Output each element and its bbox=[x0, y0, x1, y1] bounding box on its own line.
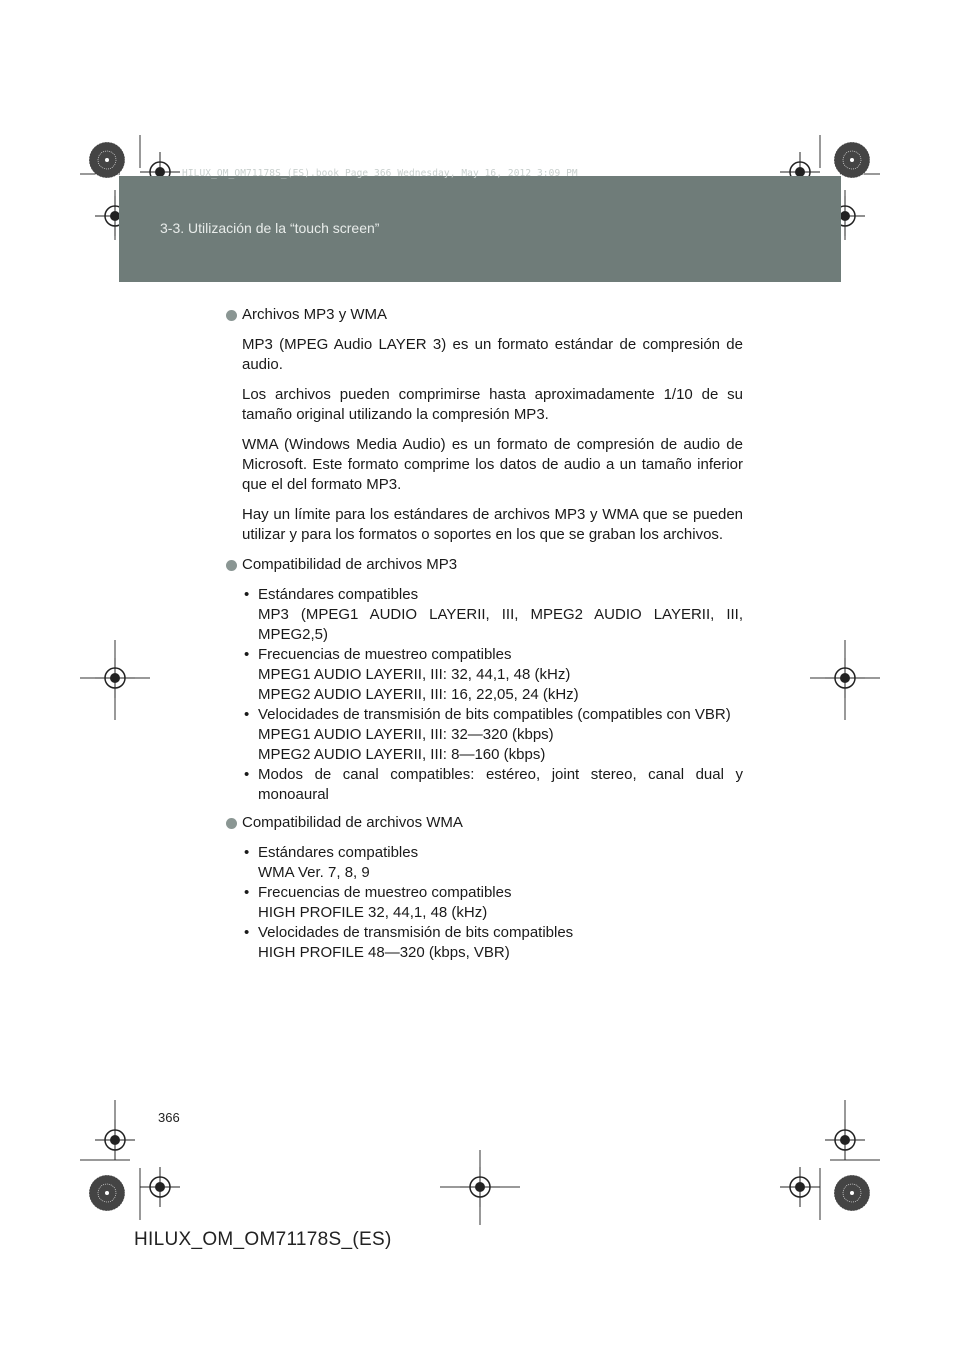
paragraph: MP3 (MPEG Audio LAYER 3) es un formato estándar de compresión de audio. bbox=[242, 336, 743, 373]
list-item bbox=[244, 883, 743, 923]
bullet: • bbox=[244, 586, 250, 603]
paragraph: Hay un límite para los estándares de archivos MP3 y WMA que se pueden utilizar y para los formatos o soportes en los que se graban los archivos. bbox=[242, 506, 743, 543]
list-item bbox=[244, 765, 743, 805]
list-item bbox=[244, 585, 743, 645]
bullet: • bbox=[244, 766, 250, 783]
paragraph: WMA (Windows Media Audio) es un formato de compresión de audio de Microsoft. Este formato comprime los datos de audio a un tamaño inferior que el del formato MP3. bbox=[242, 436, 743, 493]
item-detail: MPEG2 AUDIO LAYERII, III: 8—160 (kbps) bbox=[258, 746, 546, 763]
item-detail: MPEG1 AUDIO LAYERII, III: 32—320 (kbps) bbox=[258, 726, 554, 743]
item-text: Velocidades de transmisión de bits compatibles bbox=[258, 924, 574, 941]
bullet-dot-icon bbox=[226, 560, 237, 571]
page-content bbox=[226, 305, 743, 971]
page-number: 366 bbox=[158, 1110, 180, 1125]
item-detail: MP3 (MPEG1 AUDIO LAYERII, III, MPEG2 AUDIO LAYERII, III, MPEG2,5) bbox=[258, 606, 743, 643]
wma-compat-list bbox=[244, 843, 743, 963]
section-header bbox=[119, 176, 841, 282]
item-text: Estándares compatibles bbox=[258, 586, 419, 603]
bullet: • bbox=[244, 844, 250, 861]
list-item bbox=[244, 843, 743, 883]
item-text: Frecuencias de muestreo compatibles bbox=[258, 884, 512, 901]
bullet: • bbox=[244, 706, 250, 723]
paragraph: Los archivos pueden comprimirse hasta aproximadamente 1/10 de su tamaño original utilizando la compresión MP3. bbox=[242, 386, 743, 423]
item-detail: MPEG1 AUDIO LAYERII, III: 32, 44,1, 48 (kHz) bbox=[258, 666, 571, 683]
section-title: 3-3. Utilización de la “touch screen” bbox=[160, 220, 380, 236]
item-detail: HIGH PROFILE 32, 44,1, 48 (kHz) bbox=[258, 904, 488, 921]
mp3-compat-list bbox=[244, 585, 743, 805]
bullet: • bbox=[244, 884, 250, 901]
topic-title: Archivos MP3 y WMA bbox=[242, 306, 388, 323]
item-detail: WMA Ver. 7, 8, 9 bbox=[258, 864, 370, 881]
topic-title: Compatibilidad de archivos MP3 bbox=[242, 556, 458, 573]
item-text: Frecuencias de muestreo compatibles bbox=[258, 646, 512, 663]
book-info-stamp: HILUX_OM_OM71178S_(ES).book Page 366 Wednesday, May 16, 2012 3:09 PM bbox=[182, 168, 578, 179]
item-detail: HIGH PROFILE 48—320 (kbps, VBR) bbox=[258, 944, 510, 961]
topic-title: Compatibilidad de archivos WMA bbox=[242, 814, 463, 831]
list-item bbox=[244, 923, 743, 963]
item-text: Modos de canal compatibles: estéreo, joint stereo, canal dual y monoaural bbox=[258, 766, 743, 803]
topic-heading-wma-compat bbox=[226, 813, 743, 833]
item-text: Estándares compatibles bbox=[258, 844, 419, 861]
item-detail: MPEG2 AUDIO LAYERII, III: 16, 22,05, 24 (kHz) bbox=[258, 686, 579, 703]
bullet-dot-icon bbox=[226, 818, 237, 829]
bullet: • bbox=[244, 646, 250, 663]
list-item bbox=[244, 645, 743, 705]
topic-heading-mp3-compat bbox=[226, 555, 743, 575]
item-text: Velocidades de transmisión de bits compatibles (compatibles con VBR) bbox=[258, 706, 731, 723]
bullet: • bbox=[244, 924, 250, 941]
bullet-dot-icon bbox=[226, 310, 237, 321]
list-item bbox=[244, 705, 743, 765]
document-id: HILUX_OM_OM71178S_(ES) bbox=[134, 1229, 392, 1250]
topic-heading-mp3-wma bbox=[226, 305, 743, 325]
